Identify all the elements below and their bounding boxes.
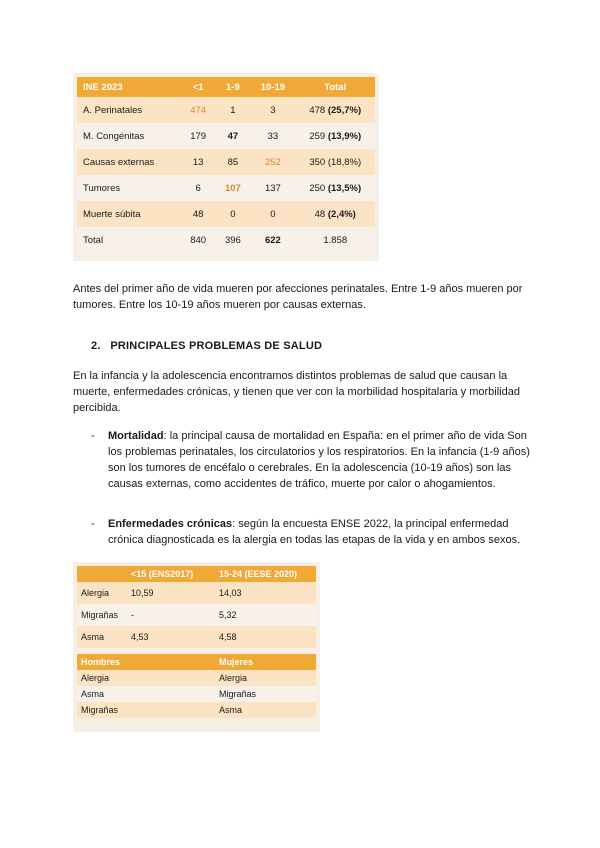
total-number: 1.858 (323, 234, 348, 246)
bullet-term: Enfermedades crónicas (108, 518, 233, 530)
cell-value: 840 (181, 227, 216, 253)
total-number: 250 (309, 182, 326, 194)
cell-value: 137 (250, 175, 295, 201)
cell-total (296, 149, 376, 175)
row-label: Migrañas (77, 604, 127, 626)
total-number: 259 (309, 130, 326, 142)
table-row (77, 149, 375, 175)
chronic-disease-table (77, 566, 316, 718)
cell-value: 474 (181, 97, 216, 123)
cell-hombres: Alergia (77, 670, 215, 686)
cell-total (296, 97, 376, 123)
section-heading (91, 340, 322, 352)
cell-total (296, 175, 376, 201)
cell-value: 14,03 (215, 582, 316, 604)
cell-value: 3 (250, 97, 295, 123)
cell-value: 252 (250, 149, 295, 175)
bullet-dash: - (91, 518, 95, 530)
bullet-text (108, 428, 536, 492)
table-row (77, 227, 375, 253)
cell-total (296, 123, 376, 149)
table-row (77, 626, 316, 648)
header-ine-2023: INE 2023 (77, 77, 181, 97)
cell-value: 4,53 (127, 626, 215, 648)
row-label: Total (77, 227, 181, 253)
cell-value: 5,32 (215, 604, 316, 626)
mortality-summary-paragraph: Antes del primer año de vida mueren por afecciones perinatales. Entre 1-9 años mueren por tumores. Entre los 10-19 años mueren por causas externas. (73, 283, 523, 311)
cell-value: 85 (216, 149, 251, 175)
total-percent: (13,9%) (327, 130, 362, 142)
cell-mujeres: Asma (215, 702, 316, 718)
total-number: 350 (309, 156, 326, 168)
row-label: Tumores (77, 175, 181, 201)
cell-total (296, 201, 376, 227)
total-number: 48 (314, 208, 326, 220)
intro-paragraph: En la infancia y la adolescencia encontramos distintos problemas de salud que causan la muerte, enfermedades crónicas, y tienen que ver con la morbilidad hospitalaria y morbilidad percibida. (73, 370, 520, 414)
table-row (77, 582, 316, 604)
cell-mujeres: Migrañas (215, 686, 316, 702)
total-percent: (25,7%) (327, 104, 362, 116)
bullet-term: Mortalidad (108, 430, 164, 442)
header-under-1: <1 (181, 77, 216, 97)
bullet-enfermedades-cronicas (91, 516, 536, 548)
bullet-text (108, 516, 536, 548)
bullet-mortalidad (91, 428, 536, 492)
table-row (77, 97, 375, 123)
cell-hombres: Migrañas (77, 702, 215, 718)
table-row (77, 123, 375, 149)
total-number: 478 (309, 104, 326, 116)
header-1-9: 1-9 (216, 77, 251, 97)
row-label: Muerte súbita (77, 201, 181, 227)
cell-value: 0 (216, 201, 251, 227)
cell-value: 1 (216, 97, 251, 123)
cell-value: 6 (181, 175, 216, 201)
table-header-row (77, 566, 316, 582)
header-under-15: <15 (ENS2017) (127, 566, 215, 582)
table-row (77, 686, 316, 702)
row-label: A. Perinatales (77, 97, 181, 123)
header-15-24: 15-24 (EESE 2020) (215, 566, 316, 582)
row-label: Causas externas (77, 149, 181, 175)
cell-value: - (127, 604, 215, 626)
gender-header-row (77, 654, 316, 670)
section-title: PRINCIPALES PROBLEMAS DE SALUD (110, 340, 323, 352)
row-label: Asma (77, 626, 127, 648)
header-10-19: 10-19 (250, 77, 295, 97)
cell-value: 622 (250, 227, 295, 253)
mortality-table-container (73, 73, 379, 261)
cell-total (296, 227, 376, 253)
header-empty (77, 566, 127, 582)
cell-value: 48 (181, 201, 216, 227)
cell-value: 33 (250, 123, 295, 149)
cell-value: 4,58 (215, 626, 316, 648)
table-header-row (77, 77, 375, 97)
table-row (77, 702, 316, 718)
cell-value: 47 (216, 123, 251, 149)
cell-mujeres: Alergia (215, 670, 316, 686)
total-percent: (2,4%) (327, 208, 356, 220)
section-number: 2. (91, 340, 101, 352)
table-row (77, 604, 316, 626)
cell-value: 10,59 (127, 582, 215, 604)
header-hombres: Hombres (77, 654, 215, 670)
cell-hombres: Asma (77, 686, 215, 702)
cell-value: 107 (216, 175, 251, 201)
bullet-description: : la principal causa de mortalidad en España: en el primer año de vida Son los problemas perinatales, los circulatorios y los respiratorios. En la infancia (1-9 años) son los tumores de encéfalo o cerebrales. En la adolescencia (10-19 años) son las causas externas, como accidentes de tráfico, muerte por calor o ahogamientos. (108, 430, 530, 490)
table-row (77, 201, 375, 227)
cell-value: 179 (181, 123, 216, 149)
bullet-description: : según la encuesta ENSE 2022, la principal enfermedad crónica diagnosticada es la alergia en todas las etapas de la vida y en ambos sexos. (108, 518, 521, 546)
total-percent: (18,8%) (327, 156, 362, 168)
table-row (77, 670, 316, 686)
cell-value: 13 (181, 149, 216, 175)
row-label: M. Congénitas (77, 123, 181, 149)
bullet-dash: - (91, 430, 95, 442)
table-row (77, 175, 375, 201)
header-total: Total (296, 77, 376, 97)
mortality-table (77, 77, 375, 253)
chronic-disease-table-container (73, 562, 320, 732)
header-mujeres: Mujeres (215, 654, 316, 670)
cell-value: 0 (250, 201, 295, 227)
row-label: Alergia (77, 582, 127, 604)
total-percent: (13,5%) (327, 182, 362, 194)
cell-value: 396 (216, 227, 251, 253)
